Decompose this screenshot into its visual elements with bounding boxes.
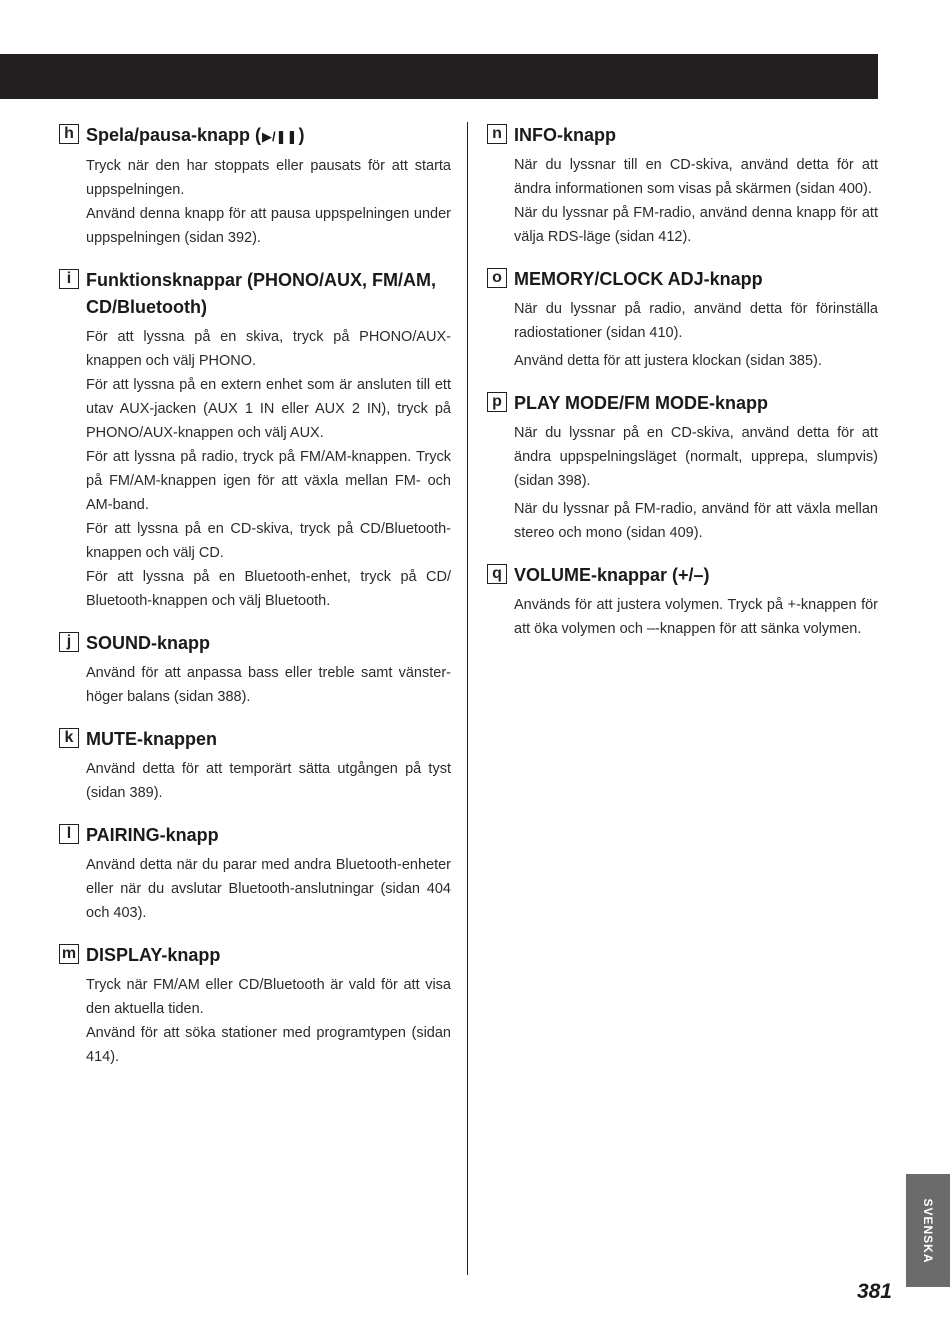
paragraph: Tryck när FM/AM eller CD/Bluetooth är vald för att visa den aktuella tiden. — [86, 977, 451, 1017]
left-column — [59, 122, 451, 1086]
section-title: SOUND-knapp — [86, 633, 211, 653]
section-n — [487, 122, 878, 249]
section-m — [59, 942, 451, 1069]
header-bar — [0, 54, 878, 99]
paragraph: För att lyssna på en skiva, tryck på PHONO/AUX-knappen och välj PHONO. — [86, 329, 451, 369]
section-title: Spela/pausa-knapp (▶/❚❚) — [86, 122, 304, 150]
section-q — [487, 562, 878, 641]
paragraph: När du lyssnar på FM-radio, använd för att växla mellan stereo och mono (sidan 409). — [514, 501, 878, 541]
section-l — [59, 822, 451, 925]
section-letter: i — [59, 269, 79, 289]
section-title: Funktionsknappar (PHONO/AUX, FM/AM, CD/Bluetooth) — [86, 270, 437, 317]
section-o — [487, 266, 878, 373]
section-title: DISPLAY-knapp — [86, 945, 221, 965]
paragraph: Används för att justera volymen. Tryck på +-knappen för att öka volymen och –-knappen för att sänka volymen. — [514, 597, 878, 637]
language-label: SVENSKA — [921, 1197, 935, 1264]
paragraph: För att lyssna på en Bluetooth-enhet, tryck på CD/ Bluetooth-knappen och välj Bluetooth. — [86, 569, 451, 609]
paragraph: Tryck när den har stoppats eller pausats för att starta uppspelningen. — [86, 158, 451, 198]
right-column — [487, 122, 878, 658]
section-title: VOLUME-knappar (+/–) — [514, 565, 710, 585]
section-letter: l — [59, 824, 79, 844]
section-letter: k — [59, 728, 79, 748]
paragraph: Använd för att söka stationer med programtypen (sidan 414). — [86, 1025, 451, 1065]
section-letter: j — [59, 632, 79, 652]
section-letter: h — [59, 124, 79, 144]
section-i — [59, 267, 451, 613]
section-letter: o — [487, 268, 507, 288]
play-pause-icon: ▶/❚❚ — [262, 129, 298, 144]
section-title: PAIRING-knapp — [86, 825, 219, 845]
section-title: PLAY MODE/FM MODE-knapp — [514, 393, 769, 413]
section-title: MUTE-knappen — [86, 729, 218, 749]
paragraph: När du lyssnar på en CD-skiva, använd detta för att ändra uppspelningsläget (normalt, upprepa, slumpvis) (sidan 398). — [514, 425, 878, 489]
paragraph: För att lyssna på radio, tryck på FM/AM-knappen. Tryck på FM/AM-knappen igen för att växla mellan FM- och AM-band. — [86, 449, 451, 513]
section-letter: p — [487, 392, 507, 412]
paragraph: När du lyssnar till en CD-skiva, använd detta för att ändra informationen som visas på skärmen (sidan 400). — [514, 157, 878, 197]
paragraph: Använd denna knapp för att pausa uppspelningen under uppspelningen (sidan 392). — [86, 206, 451, 246]
paragraph: Använd detta när du parar med andra Bluetooth-enheter eller när du avslutar Bluetooth-anslutningar (sidan 404 och 403). — [86, 857, 451, 921]
section-letter: m — [59, 944, 79, 964]
column-divider — [467, 122, 468, 1275]
page-number: 381 — [856, 1280, 892, 1303]
section-letter: n — [487, 124, 507, 144]
paragraph: För att lyssna på en extern enhet som är ansluten till ett utav AUX-jacken (AUX 1 IN eller AUX 2 IN), tryck på PHONO/AUX-knappen och välj AUX. — [86, 377, 451, 441]
language-tab — [906, 1174, 950, 1287]
paragraph: För att lyssna på en CD-skiva, tryck på CD/Bluetooth-knappen och välj CD. — [86, 521, 451, 561]
paragraph: Använd för att anpassa bass eller treble samt vänster-höger balans (sidan 388). — [86, 665, 451, 705]
section-title: MEMORY/CLOCK ADJ-knapp — [514, 269, 763, 289]
paragraph: När du lyssnar på radio, använd detta för förinställa radiostationer (sidan 410). — [514, 301, 878, 341]
section-p — [487, 390, 878, 545]
paragraph: Använd detta för att temporärt sätta utgången på tyst (sidan 389). — [86, 761, 451, 801]
section-k — [59, 726, 451, 805]
paragraph: Använd detta för att justera klockan (sidan 385). — [514, 353, 822, 369]
paragraph: När du lyssnar på FM-radio, använd denna knapp för att välja RDS-läge (sidan 412). — [514, 205, 878, 245]
section-j — [59, 630, 451, 709]
section-h — [59, 122, 451, 250]
section-title: INFO-knapp — [514, 125, 616, 145]
section-letter: q — [487, 564, 507, 584]
